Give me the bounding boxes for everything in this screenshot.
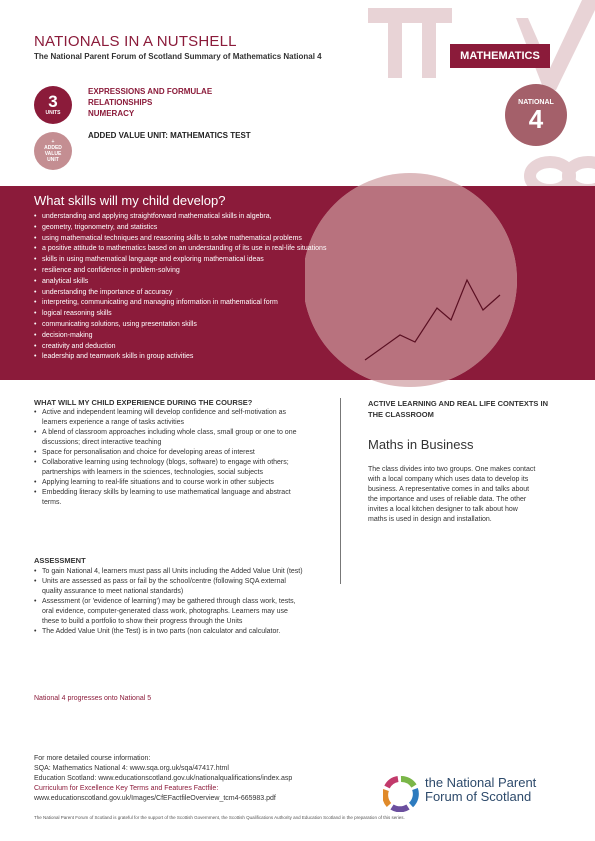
unit-list	[88, 86, 212, 119]
list-item: • Applying learning to real-life situations and to course work in other subjects	[34, 478, 304, 488]
experience-heading: WHAT WILL MY CHILD EXPERIENCE DURING THE COURSE?	[34, 398, 253, 407]
page-title: NATIONALS IN A NUTSHELL	[34, 33, 237, 50]
list-item: • Units are assessed as pass or fail by the school/centre (following SQA external quality assurance to meet national standards)	[34, 577, 304, 597]
list-item: • communicating solutions, using presentation skills	[34, 320, 414, 331]
added-value-badge	[34, 132, 72, 170]
subject-banner: MATHEMATICS	[450, 44, 550, 68]
parent-forum-logo-text	[425, 776, 536, 804]
assessment-heading: ASSESSMENT	[34, 556, 86, 565]
list-item: • resilience and confidence in problem-solving	[34, 266, 414, 277]
cfe-factfile-label: Curriculum for Excellence Key Terms and Features Factfile:	[34, 785, 219, 792]
units-count-label: UNITS	[45, 110, 61, 116]
added-value-plus: +	[51, 139, 55, 145]
list-item: • Assessment (or 'evidence of learning') may be gathered through class work, tests, oral evidence, computer-generated class work, photographs. Learners may use these to build a portfolio to show their progress through the Units	[34, 597, 304, 627]
list-item: • creativity and deduction	[34, 342, 414, 353]
list-item: • Active and independent learning will develop confidence and self-motivation as learners experience a range of tasks activities	[34, 408, 304, 428]
list-item: • leadership and teamwork skills in group activities	[34, 352, 414, 363]
list-item: • understanding the importance of accuracy	[34, 288, 414, 299]
acknowledgement: The National Parent Forum of Scotland is grateful for the support of the Scottish Government, the Scottish Qualifications Authority and Education Scotland in the preparation of this series.	[34, 815, 405, 820]
logo-line-2: Forum of Scotland	[425, 789, 532, 804]
unit-item: EXPRESSIONS AND FORMULAE	[88, 87, 213, 96]
progression-note: National 4 progresses onto National 5	[34, 695, 152, 702]
list-item: • understanding and applying straightforward mathematical skills in algebra,	[34, 212, 414, 223]
level-badge	[505, 84, 567, 146]
added-value-line-3: UNIT	[47, 157, 59, 163]
list-item: • geometry, trigonometry, and statistics	[34, 223, 414, 234]
list-item: • The Added Value Unit (the Test) is in two parts (non calculator and calculator.	[34, 627, 304, 637]
units-count: 3	[48, 92, 58, 111]
list-item: • analytical skills	[34, 277, 414, 288]
experience-list	[34, 408, 304, 508]
added-value-line-1: ADDED	[44, 145, 62, 151]
level-number: 4	[528, 103, 544, 134]
list-item: • Collaborative learning using technology (blogs, software) to engage with others; partnerships with learners in the sciences, technologies, social subjects	[34, 458, 304, 478]
list-item: • Embedding literacy skills by learning to use mathematical language and abstract terms.	[34, 488, 304, 508]
assessment-list	[34, 567, 304, 637]
list-item: • interpreting, communicating and managing information in mathematical form	[34, 298, 414, 309]
added-value-line-2: VALUE	[44, 151, 62, 157]
units-count-badge	[34, 86, 72, 124]
list-item: • skills in using mathematical language and exploring mathematical ideas	[34, 255, 414, 266]
list-item: • Space for personalisation and choice for developing areas of interest	[34, 448, 304, 458]
skills-heading: What skills will my child develop?	[34, 193, 226, 208]
sqa-link[interactable]: SQA: Mathematics National 4: www.sqa.org.uk/sqa/47417.html	[34, 765, 229, 772]
cfe-factfile-link[interactable]: www.educationscotland.gov.uk/Images/CfEFactfileOverview_tcm4-665983.pdf	[34, 795, 276, 802]
list-item: • A blend of classroom approaches including whole class, small group or one to one discussions; direct interactive teaching	[34, 428, 304, 448]
footer-info-heading: For more detailed course information:	[34, 755, 151, 762]
list-item: • logical reasoning skills	[34, 309, 414, 320]
list-item: • using mathematical techniques and reasoning skills to solve mathematical problems	[34, 234, 414, 245]
unit-item: NUMERACY	[88, 109, 135, 118]
list-item: • decision-making	[34, 331, 414, 342]
list-item: • To gain National 4, learners must pass all Units including the Added Value Unit (test)	[34, 567, 304, 577]
added-value-title: ADDED VALUE UNIT: MATHEMATICS TEST	[88, 131, 251, 140]
footer-info	[34, 754, 292, 804]
logo-line-1: the National Parent	[425, 775, 537, 790]
case-study-title: Maths in Business	[368, 437, 474, 452]
active-learning-heading: ACTIVE LEARNING AND REAL LIFE CONTEXTS IN THE CLASSROOM	[368, 399, 549, 419]
list-item: • a positive attitude to mathematics based on an understanding of its use in real-life situations	[34, 244, 414, 255]
page-subtitle: The National Parent Forum of Scotland Summary of Mathematics National 4	[34, 52, 322, 61]
parent-forum-logo-icon	[383, 776, 419, 812]
case-study-text: The class divides into two groups. One makes contact with a local company which uses data to develop its business. A representative comes in and talks about the importance and uses of reliable data. The other invites a local kitchen designer to talk about how maths is used in design and installation.	[368, 466, 536, 523]
skills-list	[34, 212, 414, 363]
unit-item: RELATIONSHIPS	[88, 98, 153, 107]
level-label: NATIONAL	[518, 98, 554, 106]
column-divider	[340, 398, 341, 584]
education-scotland-link[interactable]: Education Scotland: www.educationscotland.gov.uk/nationalqualifications/index.asp	[34, 775, 293, 782]
